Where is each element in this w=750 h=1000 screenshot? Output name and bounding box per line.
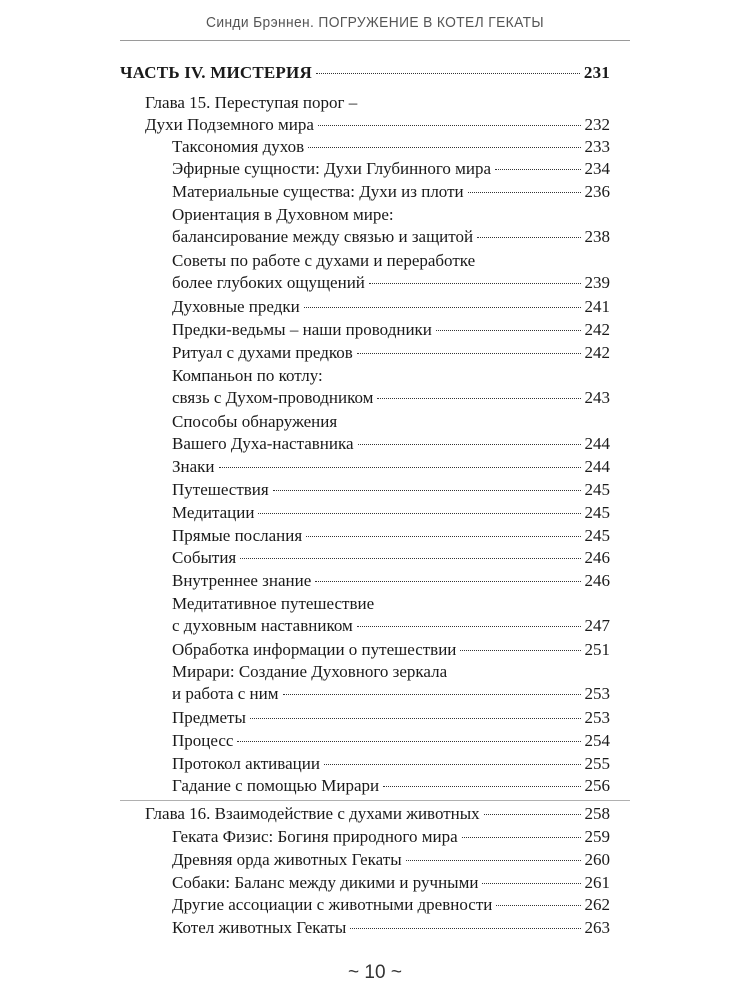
toc-section [172, 181, 610, 203]
toc-section [172, 593, 610, 637]
toc-section [172, 661, 610, 705]
dot-leader [324, 764, 581, 765]
toc-section [172, 570, 610, 592]
toc-entry-title: Материальные существа: Духи из плоти [172, 182, 464, 201]
dot-leader [496, 905, 580, 906]
dot-leader [357, 353, 581, 354]
toc-section [172, 456, 610, 478]
dot-leader [482, 883, 580, 884]
toc-section [172, 525, 610, 547]
toc-entry-title: Протокол активации [172, 754, 320, 773]
dot-leader [484, 814, 581, 815]
dot-leader [315, 581, 580, 582]
toc-entry-title: Путешествия [172, 480, 269, 499]
toc-section [172, 753, 610, 775]
toc-page-number: 231 [583, 63, 610, 82]
toc-page-number: 258 [584, 804, 610, 823]
toc-page-number: 246 [584, 548, 610, 567]
dot-leader [219, 467, 581, 468]
toc-entry-title: Собаки: Баланс между дикими и ручными [172, 873, 479, 892]
toc-entry-title: Духовные предки [172, 297, 300, 316]
toc-page-number: 253 [584, 684, 610, 703]
toc-page-number: 238 [584, 227, 610, 246]
dot-leader [273, 490, 581, 491]
toc-entry-title-line1: Советы по работе с духами и переработке [172, 251, 476, 270]
toc-section [172, 204, 610, 248]
toc-section [172, 917, 610, 939]
toc-page-number: 253 [584, 708, 610, 727]
toc-page-number: 254 [584, 731, 610, 750]
toc-page-number: 242 [584, 343, 610, 362]
toc-section [172, 502, 610, 524]
toc-entry-title: с духовным наставником [172, 616, 353, 635]
toc-entry-title-line1: Ориентация в Духовном мире: [172, 205, 394, 224]
toc-section [172, 872, 610, 894]
toc-entry-title: Предки-ведьмы – наши проводники [172, 320, 432, 339]
dot-leader [495, 169, 580, 170]
toc-entry-title: Эфирные сущности: Духи Глубинного мира [172, 159, 492, 178]
toc-section [172, 849, 610, 871]
dot-leader [306, 536, 580, 537]
toc-chapter-16 [145, 803, 610, 825]
toc-entry-title: и работа с ним [172, 684, 279, 703]
toc-entry-title: Внутреннее знание [172, 571, 312, 590]
toc-page-number: 245 [584, 526, 610, 545]
dot-leader [468, 192, 581, 193]
dot-leader [258, 513, 580, 514]
toc-entry-title: Знаки [172, 457, 215, 476]
toc-entry-title-line1: Глава 15. Переступая порог – [145, 93, 358, 112]
toc-entry-title: Медитации [172, 503, 255, 522]
toc-entry-title: Другие ассоциации с животными древности [172, 895, 493, 914]
toc-entry-title: Предметы [172, 708, 246, 727]
toc-section [172, 707, 610, 729]
toc-page-number: 260 [584, 850, 610, 869]
toc-entry-title: Древняя орда животных Гекаты [172, 850, 402, 869]
toc-section [172, 158, 610, 180]
toc-page-number: 256 [584, 776, 610, 795]
toc-page-number: 245 [584, 480, 610, 499]
toc-page-number: 236 [584, 182, 610, 201]
toc-page-number: 244 [584, 457, 610, 476]
toc-page-number: 244 [584, 434, 610, 453]
toc-page-number: 239 [584, 273, 610, 292]
toc-page-number: 255 [584, 754, 610, 773]
dot-leader [358, 444, 581, 445]
toc-page-number: 263 [584, 918, 610, 937]
toc-section [172, 894, 610, 916]
toc-entry-title: Обработка информации о путешествии [172, 640, 457, 659]
toc-entry-title: балансирование между связью и защитой [172, 227, 474, 246]
dot-leader [350, 928, 580, 929]
dot-leader [318, 125, 581, 126]
toc-entry-title: более глубоких ощущений [172, 273, 365, 292]
toc-section [172, 639, 610, 661]
toc-section [172, 342, 610, 364]
dot-leader [477, 237, 580, 238]
toc-section [172, 730, 610, 752]
toc-page-number: 243 [584, 388, 610, 407]
toc-entry-title: Процесс [172, 731, 234, 750]
toc-page-number: 259 [584, 827, 610, 846]
dot-leader [462, 837, 581, 838]
toc-entry-title: События [172, 548, 237, 567]
toc-entry-title: Гадание с помощью Мирари [172, 776, 380, 795]
toc-section [172, 411, 610, 455]
toc-chapter-15 [145, 92, 610, 136]
toc-entry-title: Геката Физис: Богиня природного мира [172, 827, 458, 846]
toc-section [172, 479, 610, 501]
dot-leader [436, 330, 581, 331]
toc-entry-title: Ритуал с духами предков [172, 343, 353, 362]
toc-page-number: 232 [584, 115, 610, 134]
toc-section [172, 826, 610, 848]
toc-entry-title: Таксономия духов [172, 137, 305, 156]
toc-entry-title-line1: Способы обнаружения [172, 412, 338, 431]
chapter-divider [120, 800, 630, 801]
dot-leader [237, 741, 580, 742]
dot-leader [308, 147, 580, 148]
running-head: Синди Брэннен. ПОГРУЖЕНИЕ В КОТЕЛ ГЕКАТЫ [206, 14, 544, 31]
toc-page-number: 251 [584, 640, 610, 659]
page-number: ~ 10 ~ [348, 962, 402, 983]
dot-leader [406, 860, 581, 861]
toc-page-number: 242 [584, 320, 610, 339]
dot-leader [383, 786, 580, 787]
toc-entry-title-line1: Мирари: Создание Духовного зеркала [172, 662, 448, 681]
toc-entry-title: Духи Подземного мира [145, 115, 314, 134]
toc-section [172, 775, 610, 797]
toc-section [172, 250, 610, 294]
dot-leader [304, 307, 581, 308]
toc-page-number: 261 [584, 873, 610, 892]
toc-section [172, 296, 610, 318]
toc-section [172, 547, 610, 569]
dot-leader [369, 283, 581, 284]
toc-part-4 [120, 62, 610, 84]
dot-leader [250, 718, 581, 719]
toc-entry-title: Глава 16. Взаимодействие с духами животных [145, 804, 480, 823]
toc-page-number: 245 [584, 503, 610, 522]
dot-leader [377, 398, 580, 399]
toc-page-number: 247 [584, 616, 610, 635]
toc-page-number: 241 [584, 297, 610, 316]
dot-leader [240, 558, 580, 559]
toc-page-number: 246 [584, 571, 610, 590]
toc-entry-title: Котел животных Гекаты [172, 918, 347, 937]
toc-entry-title-line1: Медитативное путешествие [172, 594, 375, 613]
toc-entry-title: Прямые послания [172, 526, 303, 545]
dot-leader [283, 694, 581, 695]
toc-entry-title: связь с Духом-проводником [172, 388, 374, 407]
toc-page-number: 262 [584, 895, 610, 914]
toc-entry-title: Вашего Духа-наставника [172, 434, 354, 453]
toc-page-number: 233 [584, 137, 610, 156]
dot-leader [357, 626, 581, 627]
toc-entry-title-line1: Компаньон по котлу: [172, 366, 323, 385]
toc-entry-title: ЧАСТЬ IV. МИСТЕРИЯ [120, 63, 312, 82]
dot-leader [460, 650, 580, 651]
toc-section [172, 136, 610, 158]
toc-section [172, 319, 610, 341]
toc-section [172, 365, 610, 409]
toc-page-number: 234 [584, 159, 610, 178]
dot-leader [316, 73, 580, 74]
